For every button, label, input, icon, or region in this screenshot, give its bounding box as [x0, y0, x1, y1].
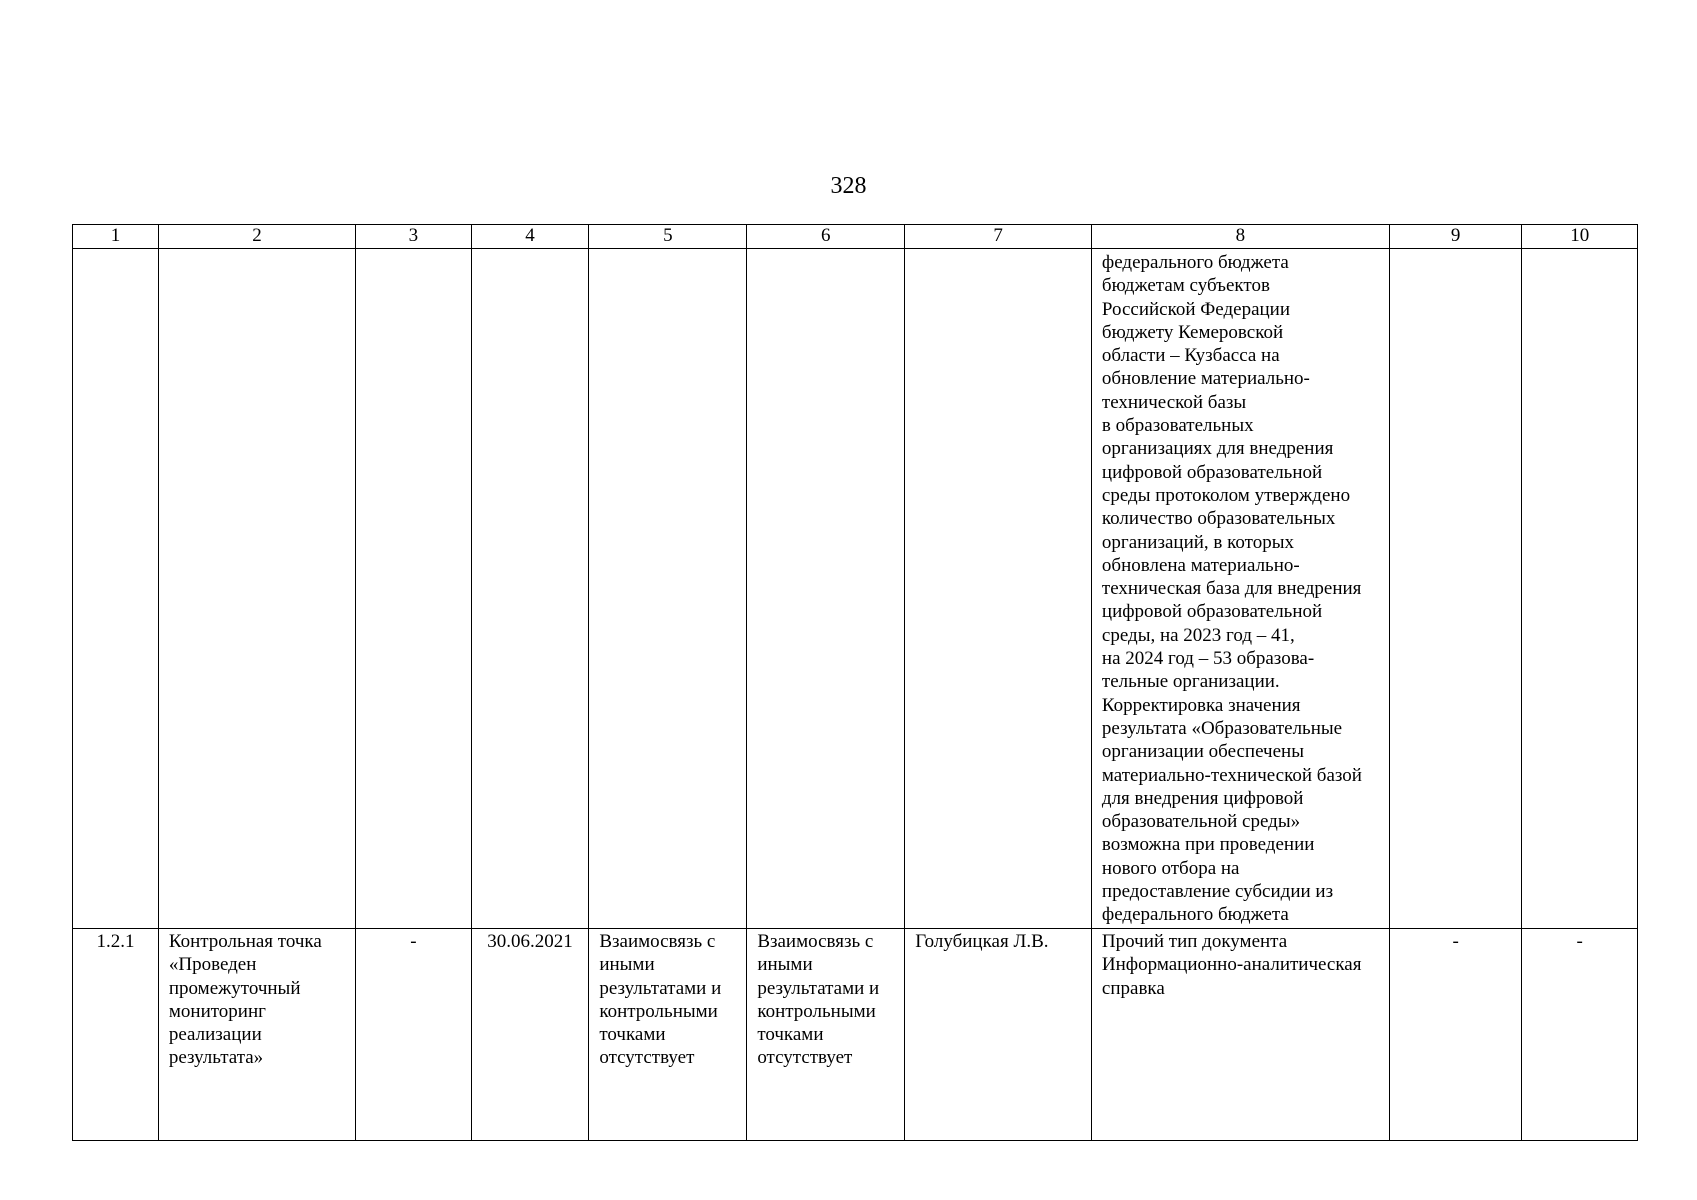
responsible-person: Голубицкая Л.В.: [905, 929, 1092, 1141]
text-line: бюджету Кемеровской: [1101, 321, 1284, 343]
text-line: в образовательных: [1101, 415, 1254, 437]
continuation-text: [1091, 249, 1389, 929]
text-line: отсутствует: [757, 1047, 853, 1069]
text-line: результата»: [168, 1047, 264, 1069]
text-line: результатами и: [599, 977, 722, 999]
cell-col9: -: [1389, 929, 1522, 1141]
text-line: Информационно-аналитическая: [1101, 954, 1362, 976]
text-line: иными: [599, 954, 655, 976]
header-cell: 6: [747, 225, 905, 249]
header-cell: 4: [471, 225, 589, 249]
document-type: [1091, 929, 1389, 1141]
text-line: реализации: [168, 1024, 262, 1046]
table-cell: [589, 249, 747, 929]
page-number: 328: [830, 173, 867, 199]
table-cell: [158, 249, 355, 929]
table-cell: [73, 249, 159, 929]
text-line: контрольными: [599, 1000, 718, 1022]
text-line: образовательной среды»: [1101, 811, 1301, 833]
header-cell: 5: [589, 225, 747, 249]
table-cell: [1522, 249, 1638, 929]
text-line: нового отбора на: [1101, 857, 1240, 879]
header-cell: 7: [905, 225, 1092, 249]
table-row: [73, 929, 1638, 1141]
text-line: тельные организации.: [1101, 671, 1280, 693]
text-line: технической базы: [1101, 391, 1247, 413]
text-line: организациях для внедрения: [1101, 438, 1334, 460]
date-cell: 30.06.2021: [471, 929, 589, 1141]
text-line: области – Кузбасса на: [1101, 345, 1280, 367]
text-line: результатами и: [757, 977, 880, 999]
text-line: материально-технической базой: [1101, 764, 1362, 786]
header-cell: 3: [356, 225, 472, 249]
table-cell: [471, 249, 589, 929]
text-line: Взаимосвязь с: [757, 931, 874, 952]
table-cell: [356, 249, 472, 929]
header-cell: 8: [1091, 225, 1389, 249]
text-line: контрольными: [757, 1000, 876, 1022]
text-line: цифровой образовательной: [1101, 601, 1323, 623]
text-line: «Проведен: [168, 954, 257, 976]
text-line: организации обеспечены: [1101, 741, 1304, 763]
row-number: 1.2.1: [73, 929, 159, 1141]
text-line: организаций, в которых: [1101, 531, 1294, 553]
text-line: среды протоколом утверждено: [1101, 484, 1351, 506]
table-cell: [1389, 249, 1522, 929]
continuation-row: [73, 249, 1638, 929]
header-cell: 1: [73, 225, 159, 249]
table-cell: [747, 249, 905, 929]
text-line: техническая база для внедрения: [1101, 578, 1362, 600]
text-line: промежуточный: [168, 977, 301, 999]
text-line: Контрольная точка: [168, 931, 322, 952]
text-line: среды, на 2023 год – 41,: [1101, 624, 1295, 646]
relation-cell-6: [747, 929, 905, 1141]
header-cell: 9: [1389, 225, 1522, 249]
text-line: Российской Федерации: [1101, 298, 1291, 320]
text-line: федерального бюджета: [1101, 252, 1289, 273]
text-line: на 2024 год – 53 образова-: [1101, 648, 1315, 670]
text-line: Взаимосвязь с: [599, 931, 716, 952]
text-line: точками: [599, 1024, 666, 1046]
text-line: точками: [757, 1024, 824, 1046]
relation-cell-5: [589, 929, 747, 1141]
text-line: предоставление субсидии из: [1101, 881, 1334, 903]
text-line: Прочий тип документа: [1101, 931, 1288, 952]
text-line: обновлена материально-: [1101, 554, 1300, 576]
header-cell: 2: [158, 225, 355, 249]
text-line: бюджетам субъектов: [1101, 275, 1270, 297]
text-line: Корректировка значения: [1101, 694, 1301, 716]
text-line: результата «Образовательные: [1101, 717, 1343, 739]
cell-col10: -: [1522, 929, 1638, 1141]
text-line: отсутствует: [599, 1047, 695, 1069]
header-row: [73, 225, 1638, 249]
text-line: справка: [1101, 977, 1165, 999]
text-line: количество образовательных: [1101, 508, 1336, 530]
text-line: для внедрения цифровой: [1101, 787, 1304, 809]
document-table: [72, 224, 1638, 1141]
text-line: федерального бюджета: [1101, 904, 1289, 926]
header-cell: 10: [1522, 225, 1638, 249]
text-line: цифровой образовательной: [1101, 461, 1323, 483]
table-cell: [905, 249, 1092, 929]
cell-col3: -: [356, 929, 472, 1141]
result-name: [158, 929, 355, 1141]
text-line: возможна при проведении: [1101, 834, 1315, 856]
text-line: обновление материально-: [1101, 368, 1310, 390]
text-line: мониторинг: [168, 1000, 266, 1022]
text-line: иными: [757, 954, 813, 976]
